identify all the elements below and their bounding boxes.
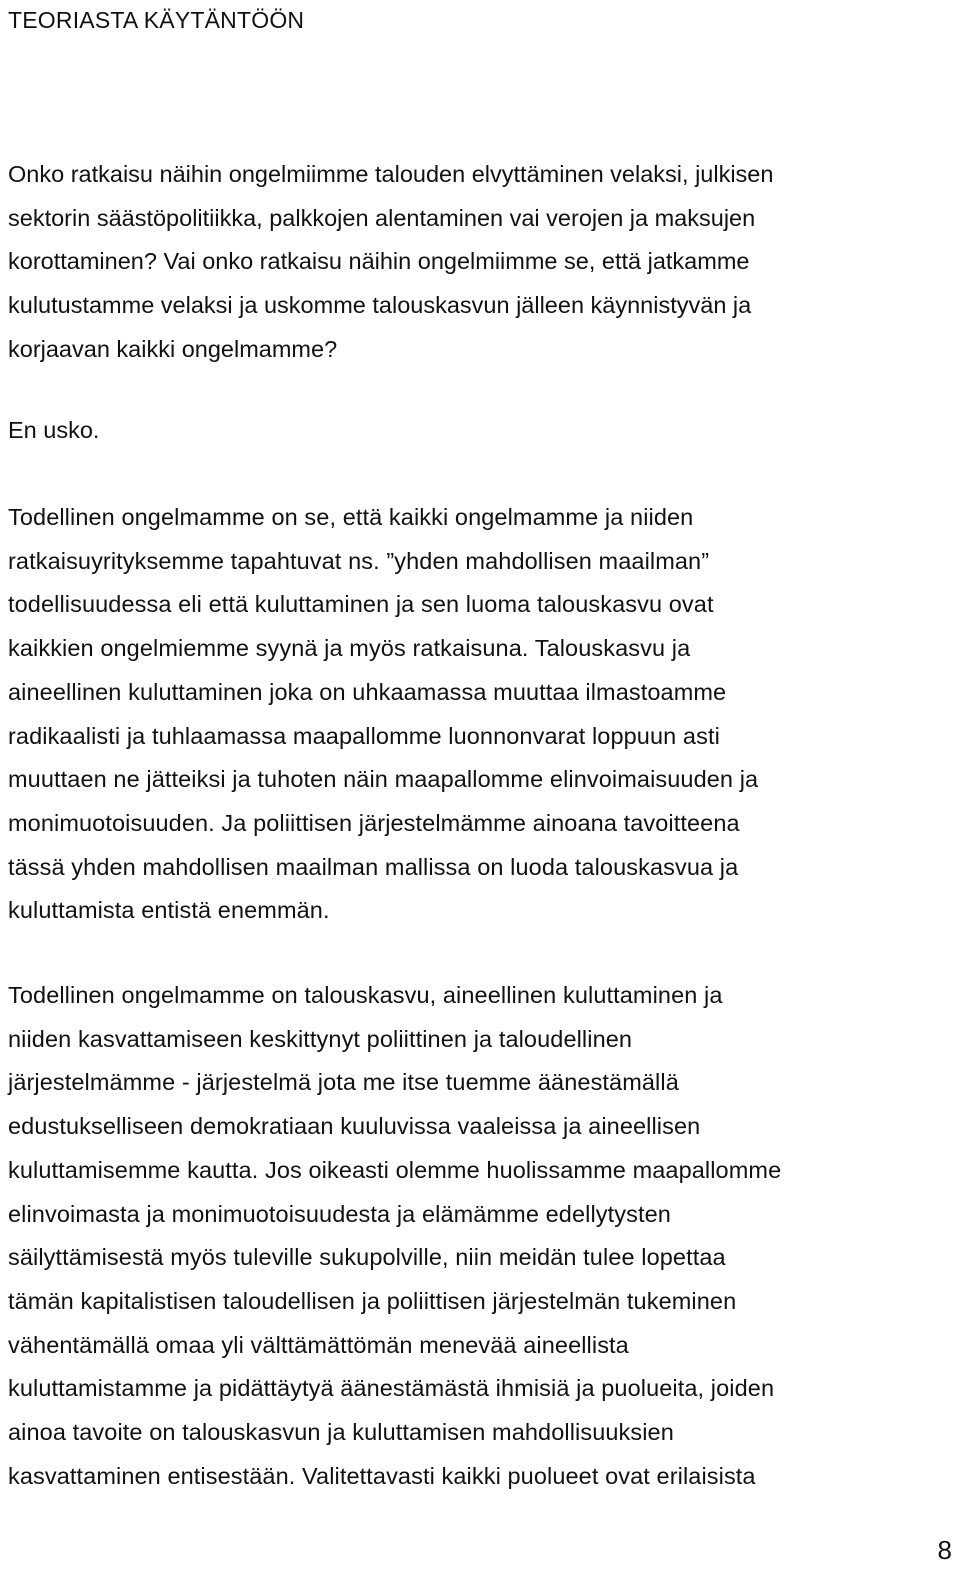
- paragraph-real-problem: Todellinen ongelmamme on se, että kaikki ongelmamme ja niiden ratkaisuyrityksemme tapahtuvat ns. ”yhden mahdollisen maailman” todellisuudessa eli että kuluttaminen ja sen luoma talouskasvu ovat kaikkien ongelmiemme syynä ja myös ratkaisuna. Talouskasvu ja aineellinen kuluttaminen joka on uhkaamassa muuttaa ilmastoamme radikaalisti ja tuhlaamassa maapallomme luonnonvarat loppuun asti muuttaen ne jätteiksi ja tuhoten näin maapallomme elinvoimaisuuden ja monimuotoisuuden. Ja poliittisen järjestelmämme ainoana tavoitteena tässä yhden mahdollisen maailman mallissa on luoda talouskasvua ja kuluttamista entistä enemmän.: [8, 504, 759, 924]
- paragraph-growth-problem: Todellinen ongelmamme on talouskasvu, aineellinen kuluttaminen ja niiden kasvattamiseen keskittynyt poliittinen ja taloudellinen järjestelmämme - järjestelmä jota me itse tuemme äänestämällä edustukselliseen demokratiaan kuuluvissa vaaleissa ja aineellisen kuluttamisemme kautta. Jos oikeasti olemme huolissamme maapallomme elinvoimasta ja monimuotoisuudesta ja elämämme edellytysten säilyttämisestä myös tuleville sukupolville, niin meidän tulee lopettaa tämän kapitalistisen taloudellisen ja poliittisen järjestelmän tukeminen vähentämällä omaa yli välttämättömän menevää aineellista kuluttamistamme ja pidättäytyä äänestämästä ihmisiä ja puolueita, joiden ainoa tavoite on talouskasvun ja kuluttamisen mahdollisuuksien kasvattaminen entisestään. Valitettavasti kaikki puolueet ovat erilaisista: [8, 982, 782, 1489]
- paragraph-intro: Onko ratkaisu näihin ongelmiimme talouden elvyttäminen velaksi, julkisen sektorin säästöpolitiikka, palkkojen alentaminen vai verojen ja maksujen korottaminen? Vai onko ratkaisu näihin ongelmiimme se, että jatkamme kulutustamme velaksi ja uskomme talouskasvun jälleen käynnistyvän ja korjaavan kaikki ongelmamme?: [8, 161, 774, 362]
- page-number: 8: [937, 1535, 952, 1565]
- page-header: TEORIASTA KÄYTÄNTÖÖN: [8, 7, 305, 33]
- paragraph-answer: En usko.: [8, 417, 100, 443]
